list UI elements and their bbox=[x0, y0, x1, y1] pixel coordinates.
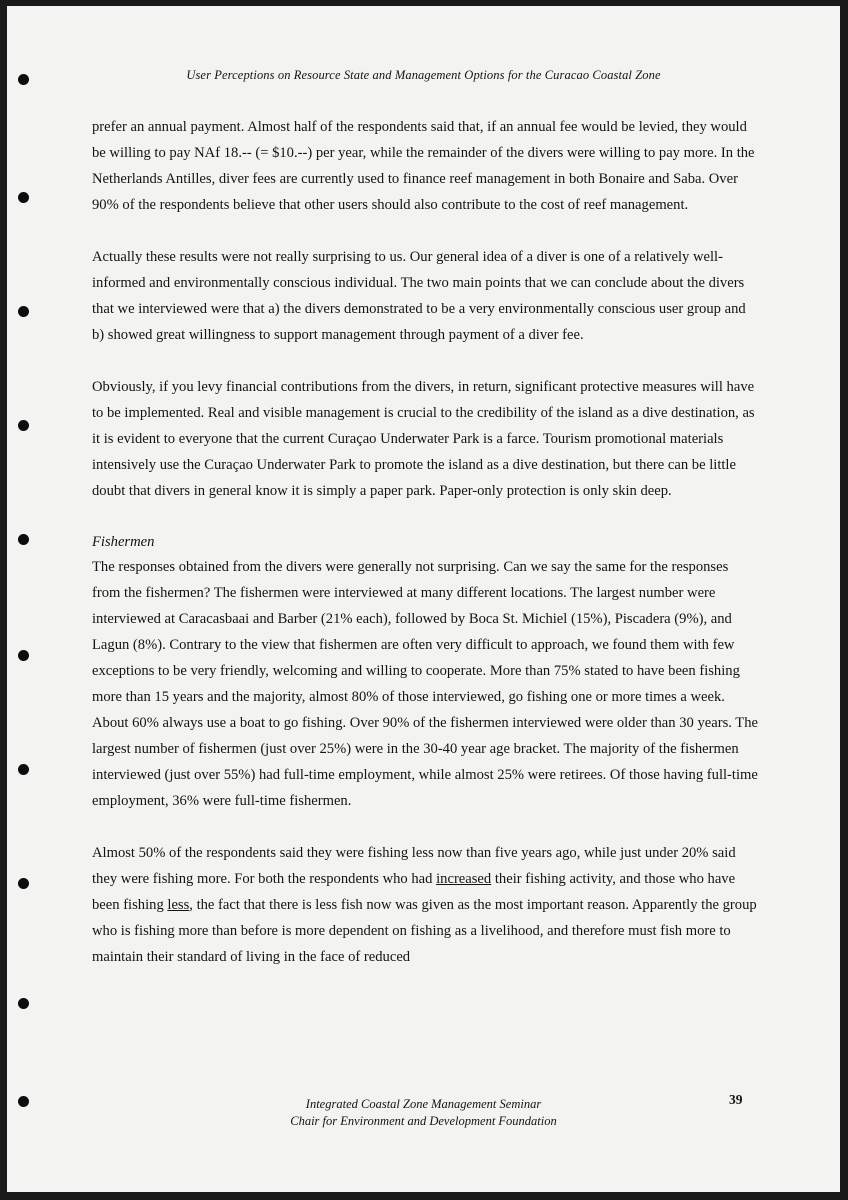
paragraph-fishing-activity bbox=[92, 840, 760, 970]
text-run: Almost 50% of the respondents said they were fishing less now than five years ago, while just under 20% said they were fishing more. For both the respondents who had bbox=[92, 845, 736, 887]
binder-hole bbox=[18, 534, 29, 545]
text-run: , the fact that there is less fish now was given as the most important reason. Apparently the group who is fishing more than before is more dependent on fishing as a livelihood, and therefore must fish more to maintain their standard of living in the face of reduced bbox=[92, 897, 757, 965]
underlined-word-increased: increased bbox=[436, 871, 492, 887]
binder-hole bbox=[18, 650, 29, 661]
binder-holes bbox=[18, 6, 32, 1192]
running-header: User Perceptions on Resource State and Management Options for the Curacao Coastal Zone bbox=[186, 68, 661, 82]
binder-hole bbox=[18, 878, 29, 889]
page-number: 39 bbox=[729, 1092, 743, 1107]
paragraph-diver-fee: prefer an annual payment. Almost half of the respondents said that, if an annual fee would be levied, they would be willing to pay NAf 18.-- (= $10.--) per year, while the remainder of the divers were willing to pay more. In the Netherlands Antilles, diver fees are currently used to finance reef management in both Bonaire and Saba. Over 90% of the respondents believe that other users should also contribute to the cost of reef management. bbox=[92, 119, 755, 213]
binder-hole bbox=[18, 306, 29, 317]
document-page bbox=[7, 6, 840, 1192]
section-heading-fishermen: Fishermen bbox=[92, 534, 155, 550]
paragraph-fishermen-responses: The responses obtained from the divers were generally not surprising. Can we say the same for the responses from the fishermen? The fishermen were interviewed at many different locations. The largest number were interviewed at Caracasbaai and Barber (21% each), followed by Boca St. Michiel (15%), Piscadera (9%), and Lagun (8%). Contrary to the view that fishermen are often very difficult to approach, we found them with few exceptions to be very friendly, welcoming and willing to cooperate. More than 75% stated to have been fishing more than 15 years and the majority, almost 80% of those interviewed, go fishing one or more times a week. About 60% always use a boat to go fishing. Over 90% of the fishermen interviewed were older than 30 years. The largest number of fishermen (just over 25%) were in the 30-40 year age bracket. The majority of the fishermen interviewed (just over 55%) had full-time employment, while almost 25% were retirees. Of those having full-time employment, 36% were full-time fishermen. bbox=[92, 559, 758, 809]
underlined-word-less: less bbox=[167, 897, 190, 913]
binder-hole bbox=[18, 764, 29, 775]
paragraph-protective-measures: Obviously, if you levy financial contributions from the divers, in return, significant protective measures will have to be implemented. Real and visible management is crucial to the credibility of the island as a dive destination, as it is evident to everyone that the current Curaçao Underwater Park is a farce. Tourism promotional materials intensively use the Curaçao Underwater Park to promote the island as a dive destination, but there can be little doubt that divers in general know it is simply a paper park. Paper-only protection is only skin deep. bbox=[92, 379, 755, 499]
footer-seminar-title: Integrated Coastal Zone Management Seminar bbox=[305, 1097, 542, 1111]
binder-hole bbox=[18, 192, 29, 203]
body-text bbox=[92, 114, 760, 996]
page-footer bbox=[7, 1096, 840, 1130]
binder-hole bbox=[18, 998, 29, 1009]
footer-foundation: Chair for Environment and Development Foundation bbox=[290, 1114, 557, 1128]
paragraph-diver-profile: Actually these results were not really surprising to us. Our general idea of a diver is one of a relatively well-informed and environmentally conscious individual. The two main points that we can conclude about the divers that we interviewed were that a) the divers demonstrated to be a very environmentally conscious user group and b) showed great willingness to support management through payment of a diver fee. bbox=[92, 249, 746, 343]
text-run: their fishing activity, and those who have been fishing bbox=[92, 871, 736, 913]
binder-hole bbox=[18, 420, 29, 431]
